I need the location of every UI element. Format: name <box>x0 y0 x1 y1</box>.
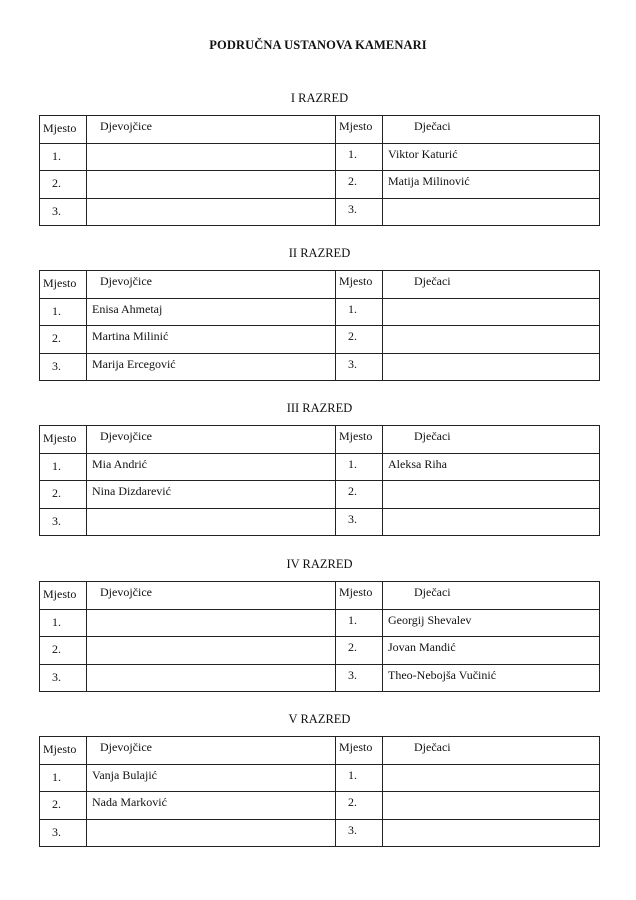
ranking-table <box>39 581 600 692</box>
header-girls-label: Djevojčice <box>100 429 152 443</box>
table-row <box>40 298 600 326</box>
girl-name-cell <box>87 198 336 226</box>
header-boys-label: Dječaci <box>414 119 451 133</box>
header-cell-place-boys <box>336 271 383 299</box>
place-number: 2. <box>348 484 357 498</box>
place-number: 3. <box>52 358 61 373</box>
girl-name <box>87 171 335 174</box>
table-row <box>40 326 600 354</box>
girl-name-cell <box>87 171 336 199</box>
header-cell-place-girls <box>40 116 87 144</box>
place-number: 1. <box>348 456 357 471</box>
place-cell-boys <box>336 326 383 354</box>
girl-name: Nada Marković <box>92 795 167 809</box>
boy-name-cell <box>383 481 600 509</box>
girl-name <box>87 509 335 512</box>
class-section <box>39 401 600 536</box>
place-number: 3. <box>348 667 357 682</box>
place-number: 3. <box>52 824 61 839</box>
table-row <box>40 792 600 820</box>
girl-name: Marija Ercegović <box>92 356 176 371</box>
boy-name-cell <box>383 609 600 637</box>
table-header-row <box>40 582 600 610</box>
place-number: 1. <box>52 303 61 318</box>
header-place-label: Mjesto <box>43 742 77 756</box>
place-number: 2. <box>52 797 61 811</box>
boy-name <box>383 820 599 823</box>
place-cell-girls <box>40 353 87 381</box>
header-place-label: Mjesto <box>339 585 373 599</box>
place-number: 2. <box>348 795 357 809</box>
girl-name <box>87 820 335 823</box>
header-place-label: Mjesto <box>43 121 77 135</box>
girl-name <box>87 665 335 668</box>
place-number: 3. <box>52 669 61 684</box>
document-title: PODRUČNA USTANOVA KAMENARI <box>209 38 427 52</box>
header-girls-label: Djevojčice <box>100 740 152 754</box>
header-place-label: Mjesto <box>43 276 77 290</box>
header-cell-boys <box>383 116 600 144</box>
girl-name <box>87 637 335 640</box>
section-title: V RAZRED <box>288 712 351 726</box>
place-number: 1. <box>52 614 61 629</box>
class-section <box>39 246 600 381</box>
place-number: 1. <box>52 769 61 784</box>
header-cell-place-boys <box>336 737 383 765</box>
header-place-label: Mjesto <box>339 274 373 288</box>
class-section <box>39 712 600 847</box>
header-cell-girls <box>87 737 336 765</box>
table-row <box>40 508 600 536</box>
girl-name <box>87 610 335 613</box>
place-cell-boys <box>336 171 383 199</box>
place-number: 3. <box>348 356 357 371</box>
header-girls-label: Djevojčice <box>100 274 152 288</box>
boy-name-cell <box>383 764 600 792</box>
place-cell-boys <box>336 298 383 326</box>
place-cell-boys <box>336 792 383 820</box>
table-row <box>40 637 600 665</box>
place-cell-girls <box>40 819 87 847</box>
girl-name-cell <box>87 143 336 171</box>
table-row <box>40 453 600 481</box>
header-cell-place-girls <box>40 426 87 454</box>
table-row <box>40 609 600 637</box>
place-cell-boys <box>336 508 383 536</box>
girl-name-cell <box>87 637 336 665</box>
header-cell-girls <box>87 426 336 454</box>
table-row <box>40 481 600 509</box>
place-cell-girls <box>40 298 87 326</box>
header-cell-place-boys <box>336 116 383 144</box>
header-cell-boys <box>383 582 600 610</box>
boy-name <box>383 792 599 795</box>
header-place-label: Mjesto <box>339 119 373 133</box>
place-number: 1. <box>52 148 61 163</box>
place-cell-girls <box>40 764 87 792</box>
place-cell-boys <box>336 198 383 226</box>
class-section <box>39 91 600 226</box>
header-cell-place-girls <box>40 737 87 765</box>
boy-name: Viktor Katurić <box>388 146 458 161</box>
boy-name-cell <box>383 508 600 536</box>
boy-name: Jovan Mandić <box>388 640 456 654</box>
place-cell-boys <box>336 353 383 381</box>
place-number: 3. <box>52 513 61 528</box>
header-boys-label: Dječaci <box>414 274 451 288</box>
header-girls-label: Djevojčice <box>100 585 152 599</box>
boy-name-cell <box>383 664 600 692</box>
boy-name-cell <box>383 353 600 381</box>
boy-name-cell <box>383 198 600 226</box>
place-cell-boys <box>336 764 383 792</box>
table-row <box>40 143 600 171</box>
section-title: II RAZRED <box>288 246 351 260</box>
boy-name-cell <box>383 171 600 199</box>
ranking-table <box>39 736 600 847</box>
table-header-row <box>40 271 600 299</box>
girl-name-cell <box>87 353 336 381</box>
place-cell-girls <box>40 664 87 692</box>
place-number: 2. <box>52 176 61 190</box>
place-number: 2. <box>348 329 357 343</box>
table-row <box>40 664 600 692</box>
header-place-label: Mjesto <box>339 740 373 754</box>
boy-name: Georgij Shevalev <box>388 612 472 627</box>
place-number: 2. <box>348 174 357 188</box>
girl-name-cell <box>87 819 336 847</box>
girl-name-cell <box>87 298 336 326</box>
place-number: 1. <box>348 767 357 782</box>
header-cell-girls <box>87 271 336 299</box>
place-cell-boys <box>336 453 383 481</box>
place-number: 3. <box>348 822 357 837</box>
place-number: 2. <box>52 331 61 345</box>
place-number: 3. <box>348 511 357 526</box>
place-cell-girls <box>40 171 87 199</box>
section-title: III RAZRED <box>286 401 353 415</box>
boy-name-cell <box>383 298 600 326</box>
place-cell-girls <box>40 143 87 171</box>
place-number: 1. <box>348 146 357 161</box>
ranking-table <box>39 425 600 536</box>
place-cell-girls <box>40 453 87 481</box>
girl-name-cell <box>87 508 336 536</box>
boy-name <box>383 509 599 512</box>
girl-name-cell <box>87 326 336 354</box>
header-boys-label: Dječaci <box>414 740 451 754</box>
place-cell-boys <box>336 637 383 665</box>
header-cell-girls <box>87 116 336 144</box>
girl-name-cell <box>87 481 336 509</box>
place-cell-girls <box>40 792 87 820</box>
table-row <box>40 353 600 381</box>
place-cell-girls <box>40 198 87 226</box>
boy-name <box>383 199 599 202</box>
girl-name-cell <box>87 764 336 792</box>
boy-name <box>383 481 599 484</box>
place-cell-girls <box>40 326 87 354</box>
place-cell-girls <box>40 637 87 665</box>
boy-name: Aleksa Riha <box>388 456 447 471</box>
header-girls-label: Djevojčice <box>100 119 152 133</box>
girl-name: Enisa Ahmetaj <box>92 301 163 316</box>
boy-name <box>383 299 599 302</box>
header-boys-label: Dječaci <box>414 429 451 443</box>
header-cell-girls <box>87 582 336 610</box>
place-cell-boys <box>336 609 383 637</box>
ranking-table <box>39 115 600 226</box>
header-place-label: Mjesto <box>43 431 77 445</box>
girl-name: Martina Milinić <box>92 329 169 343</box>
place-cell-boys <box>336 664 383 692</box>
girl-name-cell <box>87 792 336 820</box>
place-cell-boys <box>336 143 383 171</box>
place-number: 2. <box>348 640 357 654</box>
place-cell-boys <box>336 481 383 509</box>
boy-name-cell <box>383 326 600 354</box>
boy-name <box>383 354 599 357</box>
place-number: 3. <box>52 203 61 218</box>
girl-name-cell <box>87 453 336 481</box>
girl-name: Vanja Bulajić <box>92 767 157 782</box>
table-row <box>40 171 600 199</box>
place-cell-girls <box>40 508 87 536</box>
boy-name: Matija Milinović <box>388 174 470 188</box>
ranking-table <box>39 270 600 381</box>
place-number: 2. <box>52 486 61 500</box>
header-cell-boys <box>383 271 600 299</box>
header-place-label: Mjesto <box>339 429 373 443</box>
boy-name-cell <box>383 637 600 665</box>
boy-name-cell <box>383 819 600 847</box>
boy-name-cell <box>383 792 600 820</box>
header-cell-boys <box>383 426 600 454</box>
header-cell-boys <box>383 737 600 765</box>
header-cell-place-girls <box>40 271 87 299</box>
table-header-row <box>40 737 600 765</box>
girl-name-cell <box>87 609 336 637</box>
class-section <box>39 557 600 692</box>
place-cell-boys <box>336 819 383 847</box>
place-number: 3. <box>348 201 357 216</box>
table-header-row <box>40 426 600 454</box>
place-number: 2. <box>52 642 61 656</box>
header-cell-place-boys <box>336 426 383 454</box>
header-place-label: Mjesto <box>43 587 77 601</box>
place-number: 1. <box>348 612 357 627</box>
section-title: I RAZRED <box>290 91 349 105</box>
boy-name-cell <box>383 143 600 171</box>
header-cell-place-girls <box>40 582 87 610</box>
boy-name <box>383 326 599 329</box>
place-cell-girls <box>40 609 87 637</box>
table-row <box>40 764 600 792</box>
girl-name-cell <box>87 664 336 692</box>
girl-name: Nina Dizdarević <box>92 484 171 498</box>
boy-name <box>383 765 599 768</box>
section-title: IV RAZRED <box>286 557 353 571</box>
boy-name: Theo-Nebojša Vučinić <box>388 667 497 682</box>
table-header-row <box>40 116 600 144</box>
girl-name <box>87 144 335 147</box>
boy-name-cell <box>383 453 600 481</box>
place-number: 1. <box>348 301 357 316</box>
header-cell-place-boys <box>336 582 383 610</box>
table-row <box>40 198 600 226</box>
place-cell-girls <box>40 481 87 509</box>
header-boys-label: Dječaci <box>414 585 451 599</box>
place-number: 1. <box>52 458 61 473</box>
girl-name: Mia Andrić <box>92 456 147 471</box>
table-row <box>40 819 600 847</box>
girl-name <box>87 199 335 202</box>
